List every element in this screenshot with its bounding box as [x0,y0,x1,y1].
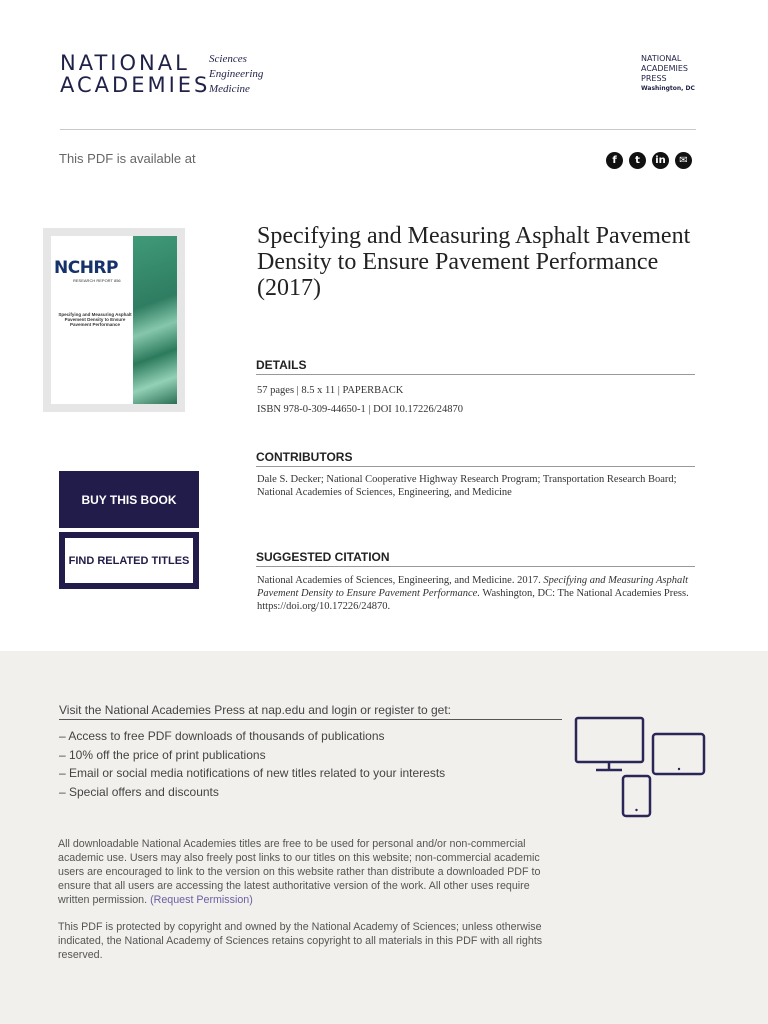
national-academies-logo[interactable] [60,52,210,96]
usage-terms-text: All downloadable National Academies titles are free to be used for personal and/or non-commercial academic use. Users may also freely post links to our titles on this website; non-commercial academic users are encouraged to link to the version on this website rather than distribute a downloaded PDF to ensure that all users are accessing the latest authoritative version of the work. All other uses require written permission. [58,838,541,906]
buy-this-book-button[interactable]: BUY THIS BOOK [59,471,199,528]
contributors-heading: CONTRIBUTORS [256,450,695,467]
citation-prefix: National Academies of Sciences, Engineering, and Medicine. 2017. [257,575,544,586]
list-item: – Special offers and discounts [59,784,219,799]
logo-line-1: NATIONAL [60,51,190,75]
social-share-bar [606,152,692,169]
book-cover[interactable] [51,236,177,404]
usage-terms [58,837,564,907]
cover-brand: NCHRP [54,258,118,278]
copyright-notice: This PDF is protected by copyright and owned by the National Academy of Sciences; unless otherwise indicated, the National Academy of Sciences retains copyright to all materials in this PDF with all rights reserved. [58,921,543,961]
logo-line-2: ACADEMIES [60,73,211,97]
facebook-icon[interactable]: f [606,152,623,169]
logo-sub-engineering: Engineering [209,68,264,80]
details-isbn-doi: ISBN 978-0-309-44650-1 | DOI 10.17226/24870 [257,404,463,415]
list-item: – 10% off the price of print publications [59,747,266,762]
citation-heading: SUGGESTED CITATION [256,550,695,567]
logo-subtitle [209,52,263,97]
header-divider [60,129,696,130]
twitter-icon[interactable]: t [629,152,646,169]
citation-text [257,574,695,613]
cover-report-number: RESEARCH REPORT 856 [73,278,121,283]
contributors-text: Dale S. Decker; National Cooperative Highway Research Program; Transportation Research Board; National Academies of Sciences, Engineering, and Medicine [257,474,677,498]
visit-nap-text: Visit the National Academies Press at nap.edu and login or register to get: [59,703,562,720]
press-logo-line-2: ACADEMIES [641,64,688,73]
nap-press-logo[interactable] [641,54,695,94]
details-body [257,384,695,422]
devices-icon [574,716,708,825]
list-item: – Access to free PDF downloads of thousands of publications [59,729,385,743]
cover-green-band [133,236,177,404]
press-logo-line-3: PRESS [641,74,667,83]
request-permission-link[interactable]: (Request Permission) [150,894,253,906]
details-heading: DETAILS [256,358,695,375]
cover-title: Specifying and Measuring Asphalt Pavement Density to Ensure Pavement Performance [58,312,132,327]
find-related-titles-label: FIND RELATED TITLES [65,538,193,583]
availability-text: This PDF is available at [59,151,196,166]
linkedin-icon[interactable]: in [652,152,669,169]
list-item: – Email or social media notifications of new titles related to your interests [59,766,446,780]
logo-sub-sciences: Sciences [209,53,247,65]
details-pages: 57 pages | 8.5 x 11 | PAPERBACK [257,385,404,396]
press-location: Washington, DC [641,85,695,92]
email-icon[interactable]: ✉ [675,152,692,169]
citation-suffix: Washington, DC: The National Academies Press. https://doi.org/10.17226/24870. [257,588,689,612]
benefits-list [59,727,445,801]
find-related-titles-button[interactable] [59,532,199,589]
citation-title: Specifying and Measuring Asphalt Pavement Density to Ensure Pavement Performance. [257,575,689,599]
logo-sub-medicine: Medicine [209,83,250,95]
press-logo-line-1: NATIONAL [641,54,682,63]
book-title: Specifying and Measuring Asphalt Pavement Density to Ensure Pavement Performance (2017) [257,223,691,301]
